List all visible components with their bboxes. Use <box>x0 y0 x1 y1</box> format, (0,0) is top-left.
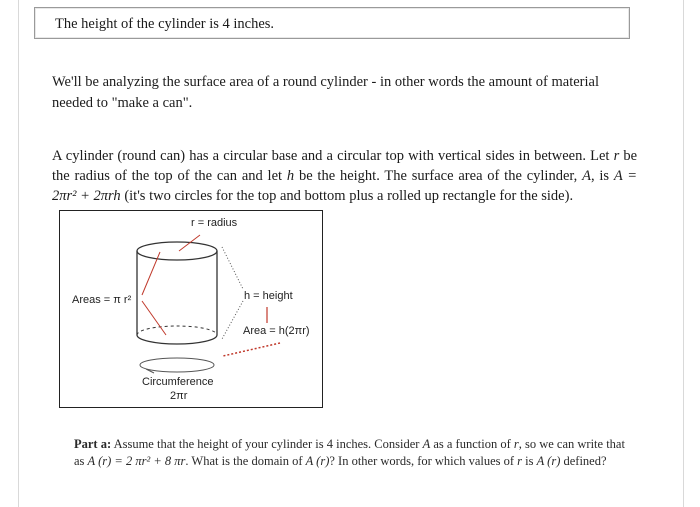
bottom-front-arc <box>137 335 217 344</box>
areas-arrow-bottom <box>142 301 166 335</box>
part-a-text-6: is <box>525 454 534 468</box>
top-circle-shape <box>137 242 217 260</box>
description-paragraph <box>52 146 637 206</box>
part-a-var-A: A <box>422 437 431 451</box>
part-a-function-ref-2: A (r) <box>536 454 561 468</box>
height-arrow-bottom <box>222 301 243 339</box>
areas-label: Areas = π r² <box>72 294 132 306</box>
part-a-text-7: defined? <box>563 454 607 468</box>
bottom-back-arc <box>137 326 217 335</box>
desc-text-5: (it's two circles for the top and bottom plus a rolled up rectangle for the side). <box>124 188 574 204</box>
rolled-side-arrow <box>223 343 280 356</box>
part-a-function-expression: A (r) = 2 πr² + 8 πr <box>87 454 186 468</box>
var-r: r <box>613 148 620 164</box>
radius-label: r = radius <box>191 217 238 229</box>
surface-area-formula: A = 2πr² + 2πrh <box>52 168 638 204</box>
var-h: h <box>286 168 295 184</box>
circumference-circle-shape <box>140 358 214 372</box>
part-a-question <box>74 436 629 470</box>
part-a-var-r-2: r <box>517 454 523 468</box>
height-label: h = height <box>244 290 293 302</box>
part-a-var-r: r <box>513 437 519 451</box>
var-A: A <box>582 168 591 184</box>
part-a-text-4: . What is the domain of <box>185 454 303 468</box>
side-area-label: Area = h(2πr) <box>243 325 310 337</box>
desc-text-4: , is <box>590 168 610 184</box>
cylinder-figure <box>59 210 323 408</box>
given-info-box <box>34 7 630 39</box>
given-info-text: The height of the cylinder is 4 inches. <box>55 16 275 32</box>
part-a-function-ref: A (r) <box>305 454 330 468</box>
part-a-text-2: as a function of <box>433 437 511 451</box>
part-a-text-1: Assume that the height of your cylinder is 4 inches. Consider <box>113 437 420 451</box>
part-a-text-5: ? In other words, for which values of <box>329 454 515 468</box>
part-a-text-3: , so we can write that as <box>74 437 625 468</box>
intro-paragraph: We'll be analyzing the surface area of a round cylinder - in other words the amount of material needed to "make a can". <box>52 74 599 111</box>
height-arrow-top <box>222 247 243 289</box>
circumference-label: Circumference <box>142 376 214 388</box>
circumference-formula: 2πr <box>170 390 188 402</box>
desc-text-1: A cylinder (round can) has a circular base and a circular top with vertical sides in between. Let <box>52 148 610 164</box>
part-a-label: Part a: <box>74 437 112 451</box>
desc-text-3: be the height. The surface area of the cylinder, <box>298 168 578 184</box>
desc-text-2: be the radius of the top of the can and let <box>52 148 638 184</box>
